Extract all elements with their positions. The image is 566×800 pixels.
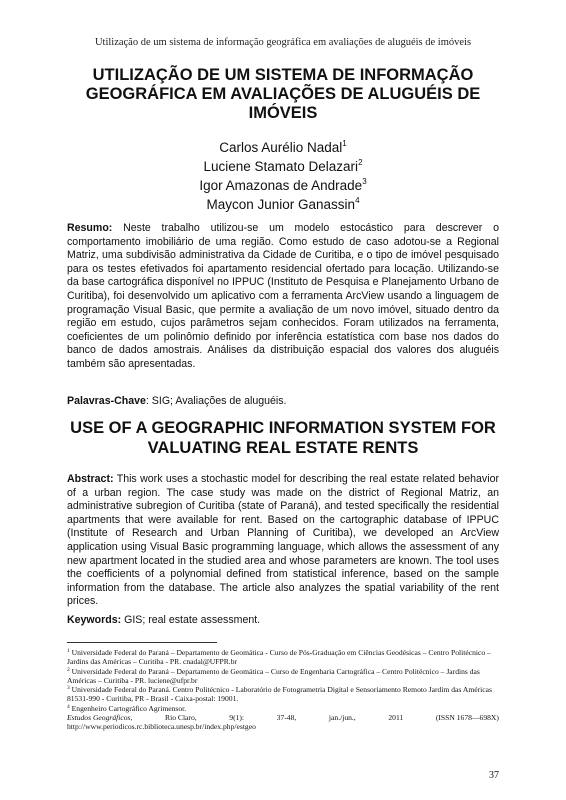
title-portuguese: UTILIZAÇÃO DE UM SISTEMA DE INFORMAÇÃO GEOGRÁFICA EM AVALIAÇÕES DE ALUGUÉIS DE IMÓVEIS	[85, 66, 481, 122]
keywords-en-label: Keywords:	[67, 614, 122, 626]
citation-journal: Estudos Geográficos,	[67, 713, 133, 723]
author-list	[60, 138, 506, 214]
citation-volume: 9(1):	[229, 713, 245, 723]
footnote: $^1$ Universidade Federal do Paraná – Departamento de Geomática - Curso de Pós-Graduação em Ciências Geodésicas – Centro Politécnico – Jardins das Américas – Curitiba - PR. cnadal@UFPR.br	[67, 648, 491, 667]
keywords-pt-text: : SIG; Avaliações de aluguéis.	[145, 395, 287, 407]
author-footnote-mark: 1	[342, 139, 347, 148]
citation-year: 2011	[388, 713, 404, 723]
footnote-divider	[67, 642, 217, 643]
abstract-portuguese	[67, 222, 499, 372]
abstract-pt-text: Neste trabalho utilizou-se um modelo estocástico para descrever o comportamento imobiliário de uma região. Como estudo de caso adotou-se a Regional Matriz, uma subdivisão administrativa da Cidade de Curitiba, e o tipo de imóvel pesquisado para os testes efetivados foi apartamento residencial ofertado para locação. Utilizando-se da base cartográfica disponível no IPPUC (Instituto de Pesquisa e Planejamento Urbano de Curitiba), foi desenvolvido um aplicativo com a ferramenta ArcView usando a linguagem de programação Visual Basic, que permite a avaliação de um novo imóvel, situado dentro da região em estudo, cujos parâmetros sejam conhecidos. Foram utilizados na ferramenta, coeficientes de um polinômio definido por inferência estatística com base nos dados do banco de dados amostrais. Análises da distribuição espacial dos valores dos aluguéis também são apresentadas.	[67, 222, 499, 370]
abstract-en-text: This work uses a stochastic model for describing the real estate related behavior of a urban region. The case study was made on the district of Regional Matriz, an administrative subregion of Curitiba (state of Paraná), and tested specifically the residential apartments that were available for rent. Based on the cartographic database of IPPUC (Institute of Research and Urban Planning of Curitiba), we developed an ArcView application using Visual Basic programming language, which allows the assessment of any new apartment located in the studied area and whose parameters are known. The tool uses the coefficients of a polynomial defined from statistical inference, based on the sample information from the database. The article also analyzes the spatial variability of the rent prices.	[67, 473, 499, 608]
citation-issn: (ISSN 1678—698X)	[435, 713, 499, 723]
abstract-english	[67, 473, 499, 609]
citation-pages: 37-48,	[276, 713, 297, 723]
running-header: Utilização de um sistema de informação geográfica em avaliações de aluguéis de imóveis	[94, 37, 472, 48]
footnote: $^4$ Engenheiro Cartográfico Agrimensor.	[67, 703, 187, 713]
author-footnote-mark: 2	[358, 158, 363, 167]
citation-url[interactable]: http://www.periodicos.rc.biblioteca.unesp.br/index.php/estgeo	[67, 722, 256, 732]
citation-place: Rio Claro,	[165, 713, 197, 723]
keywords-portuguese	[67, 395, 499, 409]
author-footnote-mark: 4	[355, 196, 360, 205]
author: Maycon Junior Ganassin$^4$	[206, 196, 360, 212]
keywords-pt-label: Palavras-Chave	[67, 395, 146, 407]
author-footnote-mark: 3	[362, 177, 367, 186]
abstract-en-label: Abstract:	[67, 473, 114, 485]
footnote: $^3$ Universidade Federal do Paraná. Centro Politécnico - Laboratório de Fotogrametria Digital e Sensoriamento Remoto Jardim das Américas 81531-990 - Curitiba, PR - Brasil - Caixa-postal: 19001.	[67, 685, 492, 704]
author: Luciene Stamato Delazari$^2$	[203, 158, 363, 174]
citation-date: jan./jun.,	[328, 713, 356, 723]
author: Igor Amazonas de Andrade$^3$	[199, 177, 367, 193]
keywords-english	[67, 614, 499, 628]
footnote: $^2$ Universidade Federal do Paraná – Departamento de Geomática – Curso de Engenharia Cartográfica – Centro Politécnico – Jardins das Américas – Curitiba - PR. luciene@ufpr.br	[67, 666, 480, 685]
keywords-en-text: GIS; real estate assessment.	[121, 614, 261, 626]
author: Carlos Aurélio Nadal$^1$	[219, 139, 347, 155]
page-number: 37	[489, 770, 499, 781]
abstract-pt-label: Resumo:	[67, 222, 113, 234]
title-english: USE OF A GEOGRAPHIC INFORMATION SYSTEM FOR VALUATING REAL ESTATE RENTS	[70, 419, 496, 457]
footnotes	[67, 648, 499, 732]
journal-citation	[67, 713, 499, 722]
